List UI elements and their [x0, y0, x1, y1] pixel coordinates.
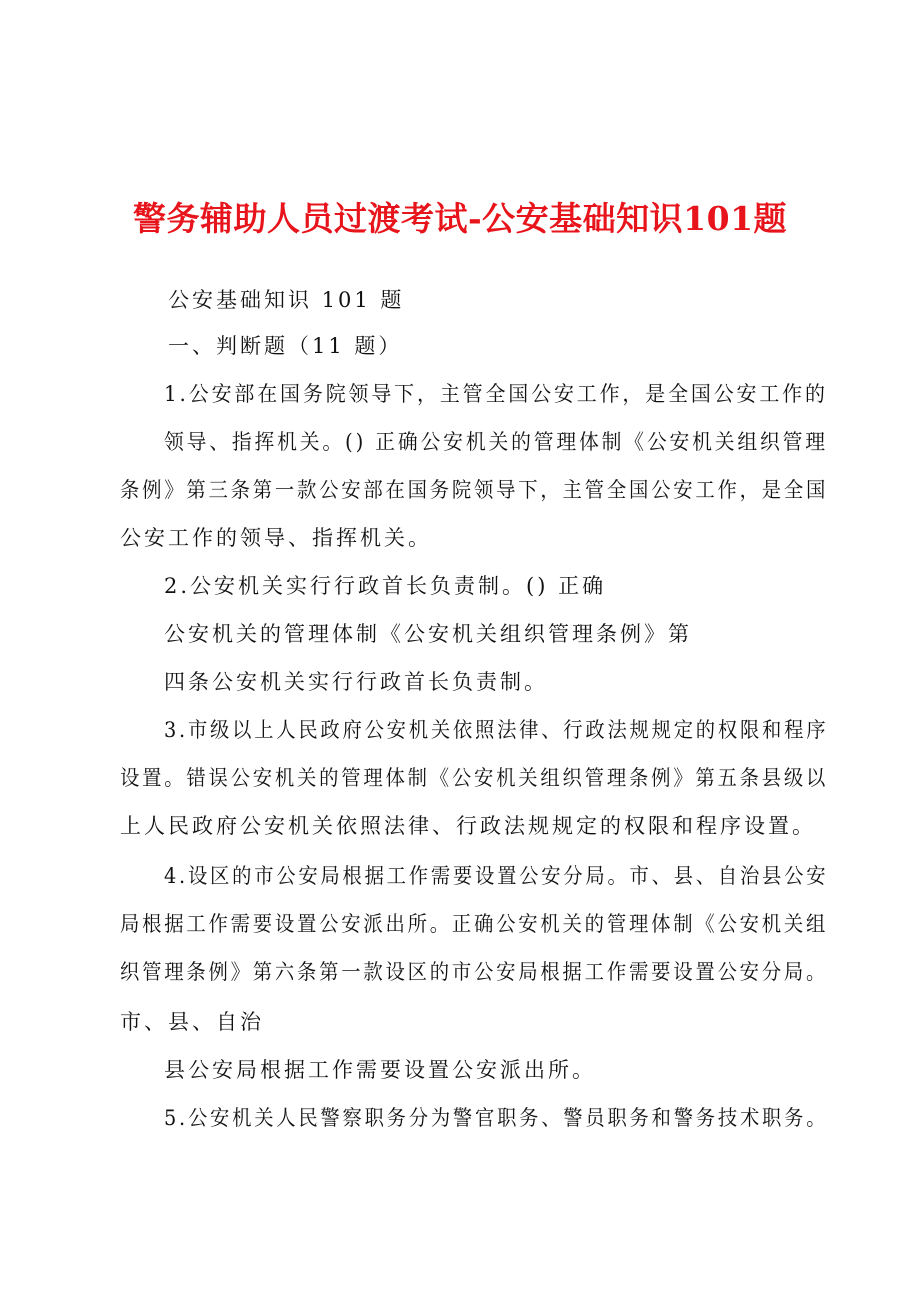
text-line: 织管理条例》第六条第一款设区的市公安局根据工作需要设置公安分局。: [120, 960, 829, 984]
text-line: 3.市级以上人民政府公安机关依照法律、行政法规规定的权限和程序: [164, 718, 829, 742]
text-line: 4.设区的市公安局根据工作需要设置公安分局。市、县、自治县公安: [164, 864, 829, 888]
text-line: 局根据工作需要设置公安派出所。正确公安机关的管理体制《公安机关组: [120, 912, 829, 936]
text-line: 一、判断题（11 题）: [168, 334, 403, 358]
text-line: 领导、指挥机关。() 正确公安机关的管理体制《公安机关组织管理: [164, 430, 828, 454]
text-line: 1.公安部在国务院领导下，主管全国公安工作，是全国公安工作的: [164, 382, 828, 406]
text-line: 5.公安机关人民警察职务分为警官职务、警员职务和警务技术职务。: [164, 1106, 829, 1130]
text-line: 上人民政府公安机关依照法律、行政法规规定的权限和程序设置。: [120, 814, 816, 838]
text-line: 四条公安机关实行行政首长负责制。: [164, 670, 548, 694]
text-line: 县公安局根据工作需要设置公安派出所。: [164, 1058, 596, 1082]
text-line: 设置。错误公安机关的管理体制《公安机关组织管理条例》第五条县级以: [120, 766, 829, 790]
text-line: 2.公安机关实行行政首长负责制。() 正确: [164, 574, 607, 598]
text-line: 市、县、自治: [120, 1010, 264, 1034]
document-title: 警务辅助人员过渡考试-公安基础知识101题: [132, 199, 788, 238]
text-line: 条例》第三条第一款公安部在国务院领导下，主管全国公安工作，是全国: [120, 478, 829, 502]
text-line: 公安基础知识 101 题: [168, 288, 405, 312]
text-line: 公安机关的管理体制《公安机关组织管理条例》第: [164, 622, 692, 646]
text-line: 公安工作的领导、指挥机关。: [120, 526, 432, 550]
